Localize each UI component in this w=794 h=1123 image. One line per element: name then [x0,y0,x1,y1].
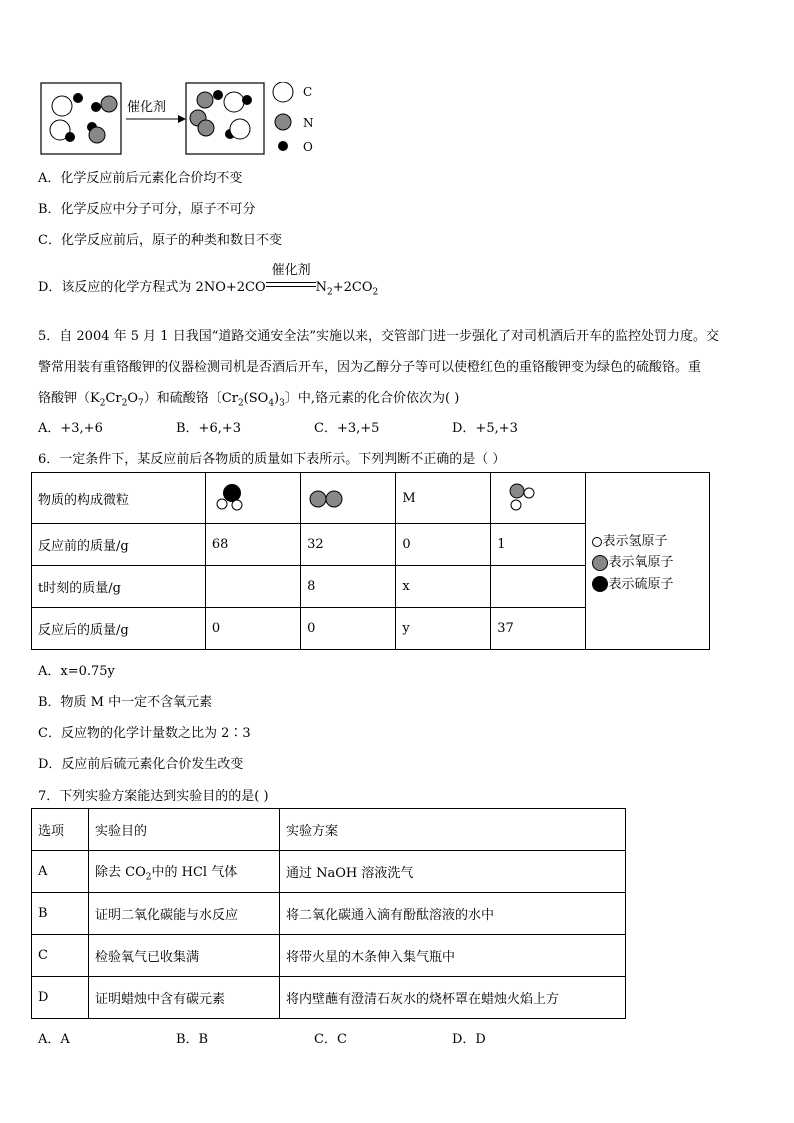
legend-n-label: N [303,116,314,130]
q7-table [31,808,626,1019]
reaction-diagram-svg [40,82,380,157]
table-cell: 68 [205,524,300,566]
q5-option-d: D．+5,+3 [452,421,518,436]
q7-option-c: C．C [314,1032,347,1047]
oxygen-atom [73,93,83,103]
nitrogen-atom [101,96,117,112]
equation-catalyst-label: 催化剂 [271,263,311,278]
table-row [32,977,626,1019]
table-row [32,935,626,977]
table-cell: 0 [301,608,396,650]
q5-line-1: 5．自 2004 年 5 月 1 日我国“道路交通安全法”实施以来，交管部门进一步强化了对司机酒后开车的监控处罚力度。交 [38,329,719,344]
row-goal [89,851,280,893]
table-row [32,851,626,893]
row-goal: 检验氧气已收集满 [89,935,280,977]
oxygen-atom [242,95,252,105]
row-option: A [32,851,89,893]
carbon-atom [230,119,250,139]
header-option: 选项 [32,809,89,851]
table-cell: x [396,566,491,608]
nitrogen-atom [197,92,213,108]
q5-sub: 3 [279,398,285,409]
row-plan: 将内壁蘸有澄清石灰水的烧杯罩在蜡烛火焰上方 [280,977,626,1019]
q5-text: ) [274,391,280,406]
atom-legend-cell [586,473,710,650]
h2o-molecule-icon [497,479,537,513]
q4-option-d [38,263,379,298]
legend-o-label: O [303,140,313,154]
catalyst-label: 催化剂 [127,100,167,115]
reactant-box [41,83,121,154]
legend-c-label: C [303,85,313,99]
legend-sulfur [592,573,703,593]
row-plan: 通过 NaOH 溶液洗气 [280,851,626,893]
table-cell [491,566,586,608]
double-line [266,282,316,287]
table-row [32,893,626,935]
row-option: B [32,893,89,935]
q5-line-2: 警常用装有重铬酸钾的仪器检测司机是否酒后开车，因为乙醇分子等可以使橙红色的重铬酸钾变为绿色的硫酸铬。重 [38,360,702,375]
h2s-molecule-icon [212,479,252,513]
legend-carbon-icon [273,82,293,102]
q6-option-b: B．物质 M 中一定不含氧元素 [38,695,213,710]
eq-co-sub: 2 [372,287,379,298]
reaction-diagram [40,82,380,157]
oxygen-circle-icon [592,555,608,571]
row-plan: 将二氧化碳通入滴有酚酞溶液的水中 [280,893,626,935]
legend-hydrogen [592,530,703,549]
o2-molecule-icon [307,479,347,513]
row-label: t时刻的质量/g [32,566,206,608]
q7-option-a: A．A [38,1032,70,1047]
arrow-head [178,115,186,123]
oxygen-atom [91,102,101,112]
hydrogen-circle-icon [592,537,602,547]
q5-line-3 [38,387,459,409]
table-cell: 8 [301,566,396,608]
row-goal: 证明蜡烛中含有碳元素 [89,977,280,1019]
header-plan: 实验方案 [280,809,626,851]
row-label: 反应前的质量/g [32,524,206,566]
row-label: 反应后的质量/g [32,608,206,650]
q7-option-d: D．D [452,1032,486,1047]
table-row [32,473,710,524]
q5-text: 〕中,铬元素的化合价依次为( ) [284,391,460,406]
q7-option-b: B．B [176,1032,209,1047]
q6-option-a: A．x=0.75y [38,664,115,679]
table-cell: 1 [491,524,586,566]
header-goal: 实验目的 [89,809,280,851]
eq-plus: +2CO [332,280,373,295]
equation-prefix: D．该反应的化学方程式为 2NO+2CO [38,280,266,295]
row-option: D [32,977,89,1019]
molecule-h2o-cell [491,473,586,524]
q5-sub: 2 [99,398,106,409]
q6-table [31,472,710,650]
q5-text: O [127,391,139,406]
row-goal: 证明二氧化碳能与水反应 [89,893,280,935]
legend-oxygen-icon [278,141,288,151]
q6-option-c: C．反应物的化学计量数之比为 2∶3 [38,726,251,741]
nitrogen-atom [198,120,214,136]
legend-sulfur-label: 表示硫原子 [608,576,674,592]
row-option: C [32,935,89,977]
legend-nitrogen-icon [275,114,291,130]
q5-option-c: C．+3,+5 [314,421,380,436]
molecule-o2-cell [301,473,396,524]
q5-text: (SO [243,391,269,406]
legend-oxygen [592,551,703,571]
table-cell: 32 [301,524,396,566]
goal-text: 中的 HCl 气体 [151,864,238,880]
goal-sub: 2 [145,872,152,883]
sulfur-circle-icon [592,576,608,592]
eq-n: N [315,280,328,295]
q5-text: ）和硫酸铬〔Cr [143,391,238,406]
q4-option-c: C．化学反应前后，原子的种类和数日不变 [38,233,282,248]
table-cell: 37 [491,608,586,650]
carbon-atom [52,96,72,116]
oxygen-atom [213,90,223,100]
row-label: 物质的构成微粒 [32,473,206,524]
q5-option-a: A．+3,+6 [38,421,103,436]
row-plan: 将带火星的木条伸入集气瓶中 [280,935,626,977]
legend-hydrogen-label: 表示氢原子 [602,534,668,549]
q4-option-a: A．化学反应前后元素化合价均不变 [38,171,243,186]
table-cell: 0 [396,524,491,566]
oxygen-atom [65,132,75,142]
q6-stem: 6．一定条件下，某反应前后各物质的质量如下表所示。下列判断不正确的是（ ） [38,452,506,467]
q5-sub: 4 [268,398,275,409]
table-cell [205,566,300,608]
nitrogen-atom [89,127,105,143]
molecule-h2s-cell [205,473,300,524]
eq-n-sub: 2 [327,287,333,298]
q6-option-d: D．反应前后硫元素化合价发生改变 [38,757,244,772]
q5-text: Cr [105,391,122,406]
table-header-row [32,809,626,851]
q5-option-b: B．+6,+3 [176,421,242,436]
table-cell: y [396,608,491,650]
catalyst-equals [266,263,316,291]
goal-text: 除去 CO [95,864,146,880]
table-cell: 0 [205,608,300,650]
carbon-atom [224,92,244,112]
q7-stem: 7．下列实验方案能达到实验目的的是( ) [38,789,269,804]
legend-oxygen-label: 表示氧原子 [608,555,674,570]
q5-sub: 2 [121,398,128,409]
q5-sub: 2 [237,398,244,409]
molecule-m-cell: M [396,473,491,524]
q4-option-b: B．化学反应中分子可分，原子不可分 [38,202,256,217]
q5-sub: 7 [138,398,144,409]
q5-text: 铬酸钾（K [38,391,100,406]
